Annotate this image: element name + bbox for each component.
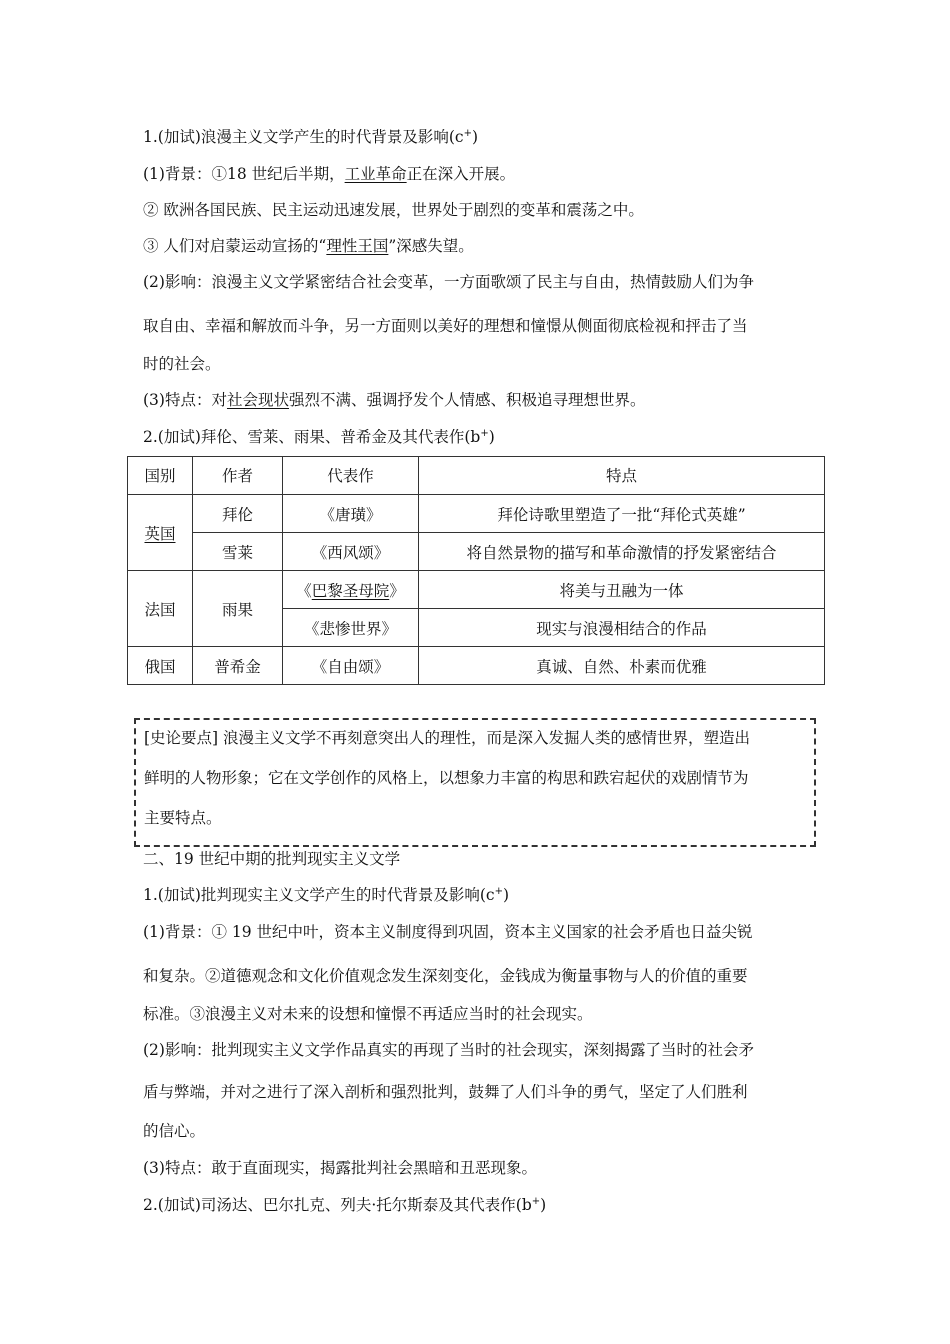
underlined-term: 理性王国 [326,237,389,255]
section1-impact-line1: (2)影响：浪漫主义文学紧密结合社会变革，一方面歌颂了民主与自由，热情鼓励人们为争 [143,273,754,291]
underlined-term: 工业革命 [344,165,407,183]
part2-section1-heading: 1.(加试)批判现实主义文学产生的时代背景及影响(c+) [143,886,510,904]
author-cell: 雨果 [193,571,283,647]
country-cell: 英国 [128,495,193,571]
table-row [128,647,825,685]
author-cell: 雪莱 [193,533,283,571]
feature-cell: 拜伦诗歌里塑造了一批“拜伦式英雄” [419,495,825,533]
part2-impact-line2: 盾与弊端，并对之进行了深入剖析和强烈批判，鼓舞了人们斗争的勇气，坚定了人们胜利 [143,1083,748,1101]
section2-heading: 2.(加试)拜伦、雪莱、雨果、普希金及其代表作(b+) [143,428,495,446]
part2-background-line3: 标准。③浪漫主义对未来的设想和憧憬不再适应当时的社会现实。 [143,1005,593,1023]
work-cell: 《悲惨世界》 [283,609,419,647]
feature-cell: 将美与丑融为一体 [419,571,825,609]
section1-background-2: ② 欧洲各国民族、民主运动迅速发展，世界处于剧烈的变革和震荡之中。 [143,201,644,219]
key-points-line3: 主要特点。 [144,809,222,827]
feature-cell: 现实与浪漫相结合的作品 [419,609,825,647]
section1-feature: (3)特点：对社会现状强烈不满、强调抒发个人情感、积极追寻理想世界。 [143,391,646,409]
work-cell: 《自由颂》 [283,647,419,685]
author-cell: 普希金 [193,647,283,685]
feature-cell: 将自然景物的描写和革命激情的抒发紧密结合 [419,533,825,571]
part2-impact-line3: 的信心。 [143,1122,206,1140]
header-work: 代表作 [283,457,419,495]
part2-feature: (3)特点：敢于直面现实，揭露批判社会黑暗和丑恶现象。 [143,1159,537,1177]
work-cell: 《唐璜》 [283,495,419,533]
section1-background: (1)背景：①18 世纪后半期，工业革命正在深入开展。 [143,165,516,183]
country-cell: 法国 [128,571,193,647]
work-cell: 《巴黎圣母院》 [283,571,419,609]
underlined-term: 社会现状 [226,391,289,409]
part2-background-line2: 和复杂。②道德观念和文化价值观念发生深刻变化，金钱成为衡量事物与人的价值的重要 [143,967,748,985]
part2-title: 二、19 世纪中期的批判现实主义文学 [143,850,401,868]
country-cell: 俄国 [128,647,193,685]
table-row [128,533,825,571]
section1-background-3: ③ 人们对启蒙运动宣扬的“理性王国”深感失望。 [143,237,474,255]
key-points-line2: 鲜明的人物形象；它在文学创作的风格上，以想象力丰富的构思和跌宕起伏的戏剧情节为 [144,769,749,787]
header-feature: 特点 [419,457,825,495]
part2-section2-heading: 2.(加试)司汤达、巴尔扎克、列夫·托尔斯泰及其代表作(b+) [143,1196,547,1214]
key-points-box [134,718,816,847]
header-author: 作者 [193,457,283,495]
author-cell: 拜伦 [193,495,283,533]
table-row [128,495,825,533]
key-points-line1: [史论要点] 浪漫主义文学不再刻意突出人的理性，而是深入发掘人类的感情世界，塑造出 [144,729,751,747]
table-row [128,571,825,609]
part2-background-line1: (1)背景：① 19 世纪中叶，资本主义制度得到巩固，资本主义国家的社会矛盾也日益尖锐 [143,923,753,941]
section1-heading: 1.(加试)浪漫主义文学产生的时代背景及影响(c+) [143,128,479,146]
section1-impact-line2: 取自由、幸福和解放而斗争，另一方面则以美好的理想和憧憬从侧面彻底检视和抨击了当 [143,317,748,335]
feature-cell: 真诚、自然、朴素而优雅 [419,647,825,685]
section1-impact-line3: 时的社会。 [143,355,221,373]
part2-impact-line1: (2)影响：批判现实主义文学作品真实的再现了当时的社会现实，深刻揭露了当时的社会矛 [143,1041,754,1059]
header-country: 国别 [128,457,193,495]
representative-works-table [127,456,825,685]
work-cell: 《西风颂》 [283,533,419,571]
table-header-row [128,457,825,495]
